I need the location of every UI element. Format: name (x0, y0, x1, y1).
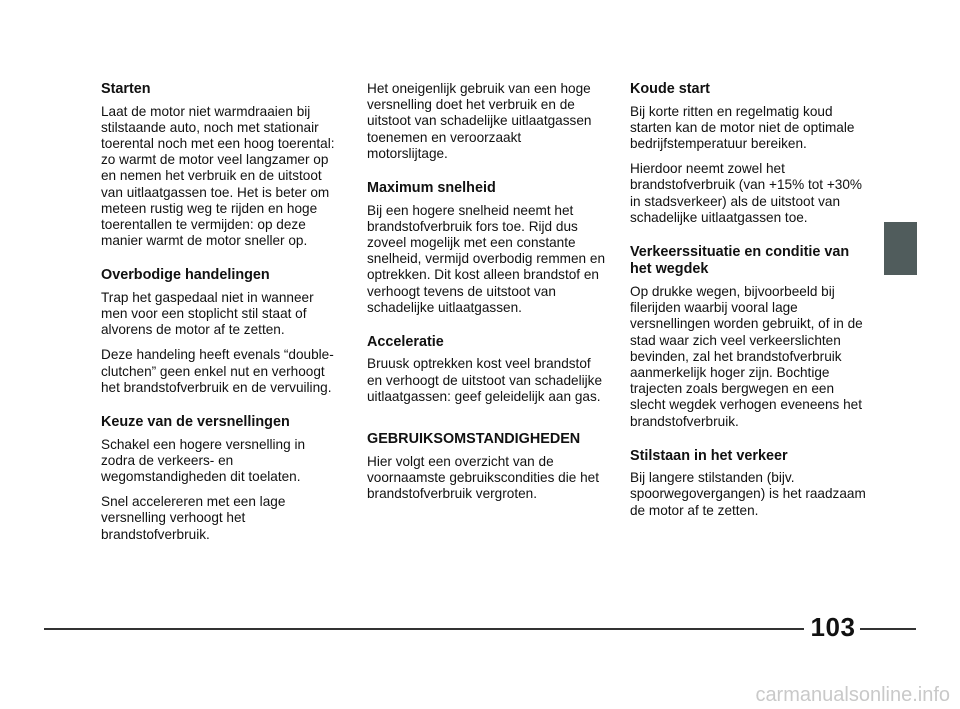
heading-overbodige-handelingen: Overbodige handelingen (101, 267, 270, 284)
paragraph: Trap het gaspedaal niet in wanneer men voor een stoplicht stil staat of alvorens de motor af te zetten. (101, 289, 314, 338)
footer-rule-left (44, 628, 804, 630)
paragraph: Deze handeling heeft evenals “double-clutchen” geen enkel nut en verhoogt het brandstofverbruik en de vervuiling. (101, 347, 334, 395)
column-right (630, 81, 866, 528)
paragraph: Bij korte ritten en regelmatig koud starten kan de motor niet de optimale bedrijfstemperatuur bereiken. (630, 103, 855, 151)
paragraph: Hier volgt een overzicht van de voornaamste gebruikscondities die het brandstofverbruik vergroten. (367, 453, 599, 501)
section-tab-marker (884, 222, 917, 275)
footer-rule-right (860, 628, 916, 630)
heading-keuze-versnellingen: Keuze van de versnellingen (101, 414, 290, 431)
heading-verkeerssituatie: Verkeerssituatie en conditie van het wegdek (630, 243, 850, 278)
paragraph: Schakel een hogere versnelling in zodra de verkeers- en wegomstandigheden dit toelaten. (101, 436, 306, 484)
heading-maximum-snelheid: Maximum snelheid (367, 180, 496, 197)
paragraph: Het oneigenlijk gebruik van een hoge versnelling doet het verbruik en de uitstoot van schadelijke uitlaatgassen toenemen en veroorzaakt motorslijtage. (367, 81, 592, 161)
paragraph: Op drukke wegen, bijvoorbeeld bij filerijden waarbij vooral lage versnellingen worden gebruikt, of in de stad waar zich veel verkeerslichten bevinden, zal het brandstofverbruik aanmerkelijk hoger zijn. Bochtige trajecten zoals bergwegen en een slecht wegdek verhogen eveneens het brandstofverbruik. (630, 283, 863, 429)
paragraph: Laat de motor niet warmdraaien bij stilstaande auto, noch met stationair toerental noch met een hoog toerental: zo warmt de motor veel langzamer op en nemen het verbruik en de uitstoot van uitlaatgassen toe. Het is beter om meteen rustig weg te rijden en hoge toerentallen te vermijden: op deze manier warmt de motor sneller op. (101, 103, 335, 249)
paragraph: Hierdoor neemt zowel het brandstofverbruik (van +15% tot +30% in stadsverkeer) als de uitstoot van schadelijke uitlaatgassen toe. (630, 161, 862, 225)
heading-koude-start: Koude start (630, 81, 710, 97)
heading-acceleratie: Acceleratie (367, 333, 444, 350)
column-left (101, 81, 339, 552)
heading-gebruiksomstandigheden: GEBRUIKSOMSTANDIGHEDEN (367, 431, 581, 448)
paragraph: Bruusk optrekken kost veel brandstof en verhoogt de uitstoot van schadelijke uitlaatgassen: geef geleidelijk aan gas. (367, 356, 603, 404)
heading-stilstaan: Stilstaan in het verkeer (630, 447, 788, 464)
paragraph: Bij langere stilstanden (bijv. spoorwegovergangen) is het raadzaam de motor af te zetten. (630, 470, 866, 518)
paragraph: Bij een hogere snelheid neemt het brandstofverbruik fors toe. Rijd dus zoveel mogelijk met een constante snelheid, vermijd overbodig remmen en optrekken. Dit kost alleen brandstof en verhoogt tevens de uitstoot van schadelijke uitlaatgassen. (367, 202, 606, 315)
heading-starten: Starten (101, 81, 151, 97)
column-middle (367, 81, 605, 511)
page-number: 103 (810, 612, 856, 642)
watermark: carmanualsonline.info (755, 684, 950, 706)
paragraph: Snel accelereren met een lage versnelling verhoogt het brandstofverbruik. (101, 494, 286, 542)
